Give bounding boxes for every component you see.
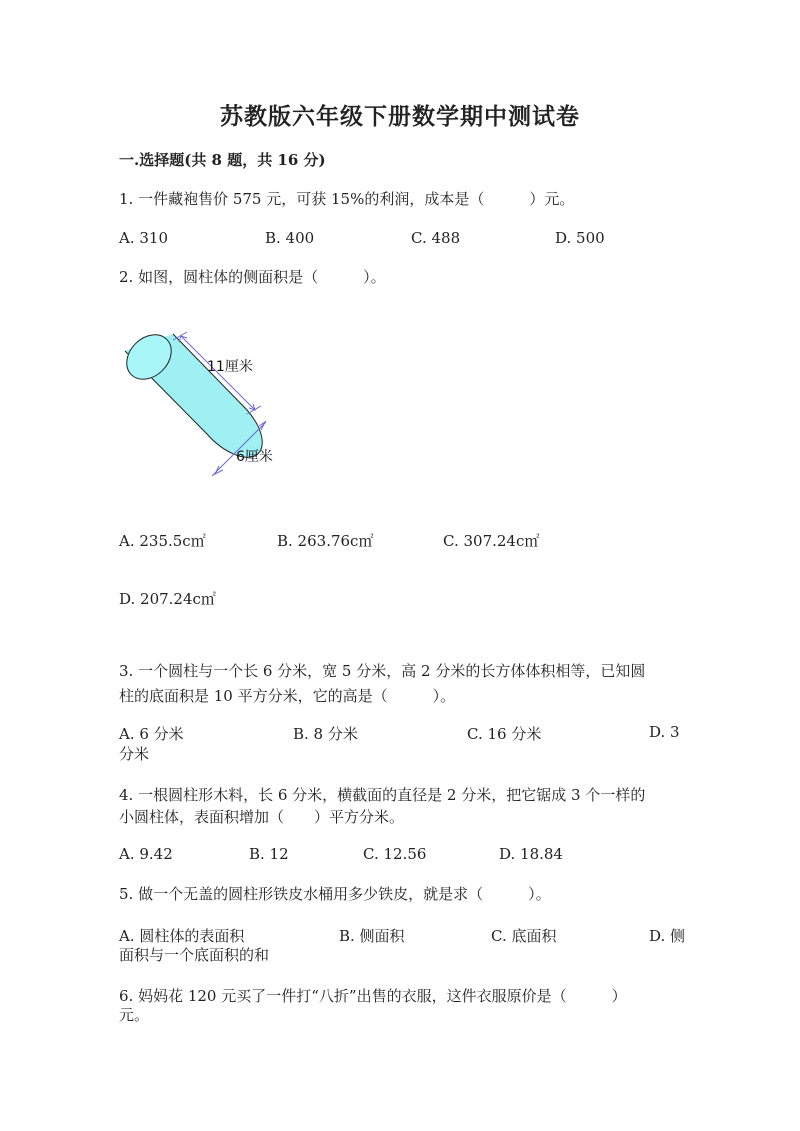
question-4-option-d[interactable]: D. 18.84 (499, 845, 563, 863)
question-2-options (119, 530, 679, 554)
question-1-option-c[interactable]: C. 488 (411, 229, 461, 247)
question-2-option-d[interactable]: D. 207.24c㎡ (119, 590, 216, 608)
question-3-option-c[interactable]: C. 16 分米 (467, 725, 542, 743)
length-label: 11厘米 (207, 359, 253, 375)
question-3-line-2: 柱的底面积是 10 平方分米，它的高是（ ）。 (119, 687, 456, 705)
question-4-line-2: 小圆柱体，表面积增加（ ）平方分米。 (119, 808, 405, 826)
question-5-option-c[interactable]: C. 底面积 (491, 927, 557, 945)
question-2-text: 2. 如图，圆柱体的侧面积是（ ）。 (119, 268, 386, 286)
question-5-option-a[interactable]: A. 圆柱体的表面积 (119, 927, 245, 945)
question-1-option-b[interactable]: B. 400 (265, 229, 315, 247)
diameter-arrow-bottom (215, 466, 223, 474)
question-1-option-d[interactable]: D. 500 (555, 229, 605, 247)
question-4-option-a[interactable]: A. 9.42 (119, 845, 173, 863)
question-2-options-row-2 (119, 588, 679, 612)
question-4-options (119, 845, 679, 869)
cylinder-figure (115, 318, 305, 483)
question-5-option-b[interactable]: B. 侧面积 (339, 927, 405, 945)
question-4-option-b[interactable]: B. 12 (249, 845, 289, 863)
question-6-line-1: 6. 妈妈花 120 元买了一件打“八折”出售的衣服，这件衣服原价是（ ） (119, 987, 627, 1005)
question-3-option-d[interactable]: D. 3 (649, 723, 680, 741)
question-1-text: 1. 一件藏袍售价 575 元，可获 15%的利润，成本是（ ）元。 (119, 190, 575, 208)
section-heading: 一.选择题(共 8 题，共 16 分) (119, 151, 326, 169)
page-title: 苏教版六年级下册数学期中测试卷 (220, 103, 580, 130)
question-4-line-1: 4. 一根圆柱形木料，长 6 分米，横截面的直径是 2 分米，把它锯成 3 个一样的 (119, 786, 646, 804)
question-3-option-d-wrap: 分米 (119, 745, 150, 763)
question-3-line-1: 3. 一个圆柱与一个长 6 分米，宽 5 分米，高 2 分米的长方体体积相等，已知圆 (119, 662, 646, 680)
question-2-option-b[interactable]: B. 263.76c㎡ (277, 532, 374, 550)
diameter-label: 6厘米 (236, 449, 273, 465)
question-1-option-a[interactable]: A. 310 (119, 229, 168, 247)
question-5-text: 5. 做一个无盖的圆柱形铁皮水桶用多少铁皮，就是求（ ）。 (119, 885, 551, 903)
question-5-option-d[interactable]: D. 侧 (649, 927, 686, 945)
question-4-option-c[interactable]: C. 12.56 (363, 845, 427, 863)
question-2-option-a[interactable]: A. 235.5c㎡ (119, 532, 206, 550)
question-1-options (119, 229, 679, 253)
question-5-option-d-wrap: 面积与一个底面积的和 (119, 946, 270, 964)
question-2-option-c[interactable]: C. 307.24c㎡ (443, 532, 540, 550)
cylinder-diagram (115, 318, 305, 483)
question-3-option-a[interactable]: A. 6 分米 (119, 725, 184, 743)
question-3-option-b[interactable]: B. 8 分米 (293, 725, 358, 743)
question-6-line-2: 元。 (119, 1006, 150, 1024)
